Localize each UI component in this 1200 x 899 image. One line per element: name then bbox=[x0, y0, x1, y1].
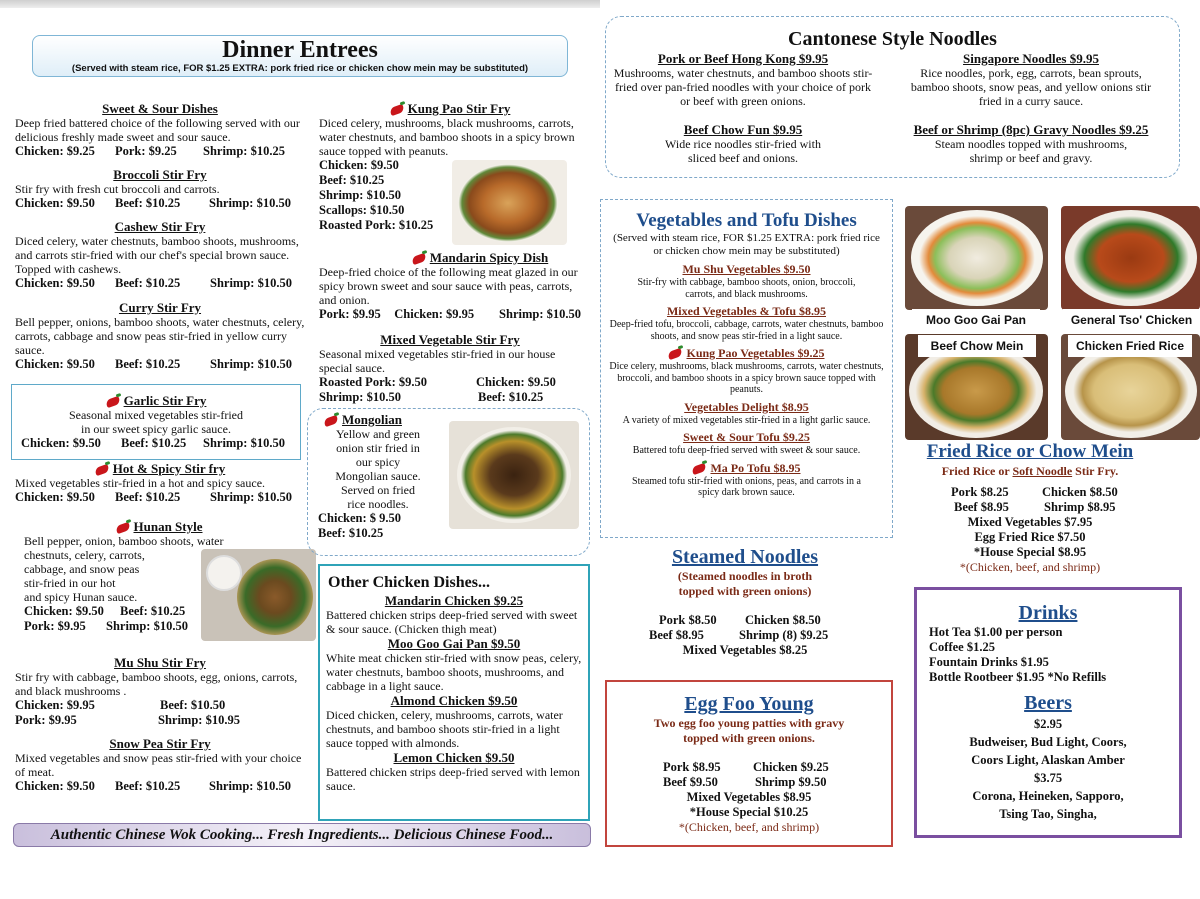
fried-rice-section bbox=[915, 440, 1145, 574]
price: Shrimp $9.50 bbox=[755, 775, 827, 789]
general-tso-photo bbox=[1061, 206, 1200, 310]
garlic-desc-2: in our sweet spicy garlic sauce. bbox=[81, 422, 231, 436]
price: Chicken: $9.50 bbox=[319, 158, 399, 172]
mongolian-desc-3: our spicy bbox=[355, 455, 401, 469]
price: Beef $8.95 bbox=[954, 500, 1009, 514]
sweet-sour-tofu-desc: Battered tofu deep-fried served with sweet & sour sauce. bbox=[632, 445, 861, 456]
price: Beef: $10.25 bbox=[115, 357, 181, 371]
hunan-desc-1: Bell pepper, onion, bamboo shoots, water bbox=[24, 534, 224, 548]
price: Pork: $9.95 bbox=[24, 619, 86, 633]
curry-desc: Bell pepper, onions, bamboo shoots, water chestnuts, celery, carrots, cabbage and snow peas stir-fried in yellow curry sauce. bbox=[15, 315, 305, 357]
almond-chicken-desc: Diced chicken, celery, mushrooms, carrots, water chestnuts, and bamboo shoots stir-fried in a light sauce topped with almonds. bbox=[326, 708, 563, 750]
kungpao-plate bbox=[458, 164, 558, 242]
drinks-beers-box bbox=[914, 587, 1182, 838]
other-chicken-title: Other Chicken Dishes... bbox=[328, 574, 490, 591]
price: Chicken: $ 9.50 bbox=[318, 511, 401, 525]
footer-banner bbox=[13, 823, 591, 847]
price: Mixed Vegetables $8.25 bbox=[682, 643, 808, 657]
mandarin-spicy-desc: Deep-fried choice of the following meat glazed in our spicy brown sweet and sour sauce with peas, carrots, and onion. bbox=[319, 265, 578, 307]
price: Chicken: $9.50 bbox=[24, 604, 104, 618]
mapo-tofu-title bbox=[607, 461, 886, 476]
price: *House Special $8.95 bbox=[973, 545, 1087, 559]
subtitle-part: Soft Noodle bbox=[1012, 464, 1073, 478]
hong-kong-desc: Mushrooms, water chestnuts, and bamboo shoots stir-fried over pan-fried noodles with your choice of pork or beef with green onions. bbox=[613, 66, 873, 108]
mandarin-chicken-title: Mandarin Chicken $9.25 bbox=[384, 593, 524, 608]
dinner-title: Dinner Entrees bbox=[222, 37, 378, 63]
mushu-title: Mu Shu Stir Fry bbox=[114, 655, 206, 670]
price: Roasted Pork: $9.50 bbox=[319, 375, 427, 389]
hunan-title-text: Hunan Style bbox=[133, 519, 203, 534]
mongolian-title bbox=[318, 412, 438, 427]
cashew-title: Cashew Stir Fry bbox=[114, 219, 206, 234]
chili-pepper-icon bbox=[115, 522, 131, 534]
broccoli-section bbox=[15, 167, 305, 211]
mongolian-box bbox=[307, 408, 590, 556]
drink-item bbox=[929, 625, 1179, 640]
price: Egg Fried Rice $7.50 bbox=[974, 530, 1086, 544]
singapore-desc: Rice noodles, pork, egg, carrots, bean sprouts, bamboo shoots, snow peas, and yellow onions stir fried in a curry sauce. bbox=[910, 66, 1152, 108]
steamed-desc-2: topped with green onions) bbox=[678, 584, 812, 598]
veg-tofu-box bbox=[600, 199, 893, 538]
price: Beef: $10.25 bbox=[318, 526, 384, 540]
steamed-title: Steamed Noodles bbox=[671, 546, 819, 568]
mandarin-spicy-title bbox=[319, 250, 581, 265]
price: Chicken: $9.95 bbox=[394, 307, 475, 321]
mushu-veg-desc: Stir-fry with cabbage, bamboo shoots, onion, broccoli, carrots, and black mushrooms. bbox=[637, 277, 856, 300]
mongolian-desc-6: rice noodles. bbox=[347, 497, 409, 511]
kungpao-veg-title-text: Kung Pao Vegetables $9.25 bbox=[686, 346, 825, 360]
price: Shrimp $8.95 bbox=[1044, 500, 1116, 514]
price: Pork $8.50 bbox=[659, 613, 717, 627]
lemon-chicken-desc: Battered chicken strips deep-fried served with lemon sauce. bbox=[326, 765, 580, 793]
price: Beef: $10.50 bbox=[160, 698, 226, 712]
eggfoo-note: *(Chicken, beef, and shrimp) bbox=[678, 820, 820, 834]
drink-item bbox=[929, 670, 1179, 685]
egg-foo-young-box bbox=[605, 680, 893, 847]
general-tso-caption: General Tso' Chicken bbox=[1063, 309, 1200, 331]
price: Beef: $10.25 bbox=[120, 604, 186, 618]
mixed-veg-section bbox=[319, 332, 581, 405]
price: *House Special $10.25 bbox=[689, 805, 809, 819]
mongolian-title-text: Mongolian bbox=[342, 412, 402, 427]
beef-chow-mein-caption: Beef Chow Mein bbox=[918, 335, 1036, 357]
price: Pork $8.95 bbox=[663, 760, 721, 774]
eggfoo-desc-2: topped with green onions. bbox=[683, 731, 815, 745]
mushu-veg-title: Mu Shu Vegetables $9.50 bbox=[682, 262, 811, 276]
kungpao-veg-title bbox=[607, 346, 886, 361]
price: Beef: $10.25 bbox=[319, 173, 385, 187]
eggfoo-desc-1: Two egg foo young patties with gravy bbox=[653, 716, 845, 730]
mandarin-spicy-section bbox=[319, 250, 581, 322]
moo-goo-gai-pan-photo bbox=[905, 206, 1048, 310]
steamed-desc-1: (Steamed noodles in broth bbox=[677, 569, 813, 583]
mushu-section bbox=[15, 655, 305, 728]
mushu-desc: Stir fry with cabbage, bamboo shoots, egg, onions, carrots, and black mushrooms . bbox=[15, 670, 298, 698]
price: Pork $8.25 bbox=[951, 485, 1009, 499]
mongolian-desc-4: Mongolian sauce. bbox=[335, 469, 421, 483]
mongolian-desc-5: Served on fried bbox=[341, 483, 415, 497]
price: Chicken: $9.50 bbox=[15, 276, 95, 290]
drink-text: Coffee $1.25 bbox=[929, 640, 995, 654]
price: Beef: $10.25 bbox=[115, 276, 181, 290]
curry-section bbox=[15, 300, 305, 372]
garlic-desc-1: Seasonal mixed vegetables stir-fried bbox=[68, 408, 244, 422]
price: Beef: $10.25 bbox=[121, 436, 187, 450]
sweet-sour-title: Sweet & Sour Dishes bbox=[102, 101, 218, 116]
general-tso-plate bbox=[1065, 210, 1197, 306]
hunan-desc-3: cabbage, and snow peas bbox=[24, 562, 140, 576]
steamed-noodles-section bbox=[605, 545, 885, 658]
fried-rice-subtitle bbox=[915, 464, 1145, 479]
beer-list: Corona, Heineken, Sapporo, bbox=[972, 789, 1124, 803]
price: Shrimp: $10.50 bbox=[106, 619, 188, 633]
kungpao-title-text: Kung Pao Stir Fry bbox=[407, 101, 511, 116]
beer-price: $2.95 bbox=[1033, 717, 1063, 731]
garlic-title bbox=[12, 393, 300, 408]
sweet-sour-tofu-title: Sweet & Sour Tofu $9.25 bbox=[683, 430, 810, 444]
moo-goo-caption: Moo Goo Gai Pan bbox=[912, 309, 1040, 331]
footer-text: Authentic Chinese Wok Cooking... Fresh Ingredients... Delicious Chinese Food... bbox=[50, 827, 554, 843]
moo-goo-gai-pan-title: Moo Goo Gai Pan $9.50 bbox=[387, 636, 521, 651]
fried-rice-title: Fried Rice or Chow Mein bbox=[926, 441, 1134, 462]
veg-delight-desc: A variety of mixed vegetables stir-fried in a light garlic sauce. bbox=[622, 414, 871, 426]
price: Pork: $9.25 bbox=[115, 144, 177, 158]
singapore-title: Singapore Noodles $9.95 bbox=[963, 51, 1099, 66]
price: Chicken $9.25 bbox=[753, 760, 829, 774]
price: Shrimp: $10.50 bbox=[499, 307, 581, 321]
lemon-chicken-title: Lemon Chicken $9.50 bbox=[393, 750, 515, 765]
chili-pepper-icon bbox=[668, 348, 684, 360]
chili-pepper-icon bbox=[389, 104, 405, 116]
beef-chow-fun-title: Beef Chow Fun $9.95 bbox=[683, 122, 803, 137]
broccoli-title: Broccoli Stir Fry bbox=[113, 167, 207, 182]
fried-rice-note: *(Chicken, beef, and shrimp) bbox=[959, 560, 1101, 574]
eggfoo-title: Egg Foo Young bbox=[684, 693, 814, 715]
kungpao-veg-desc: Dice celery, mushrooms, black mushrooms, carrots, water chestnuts, broccoli, and bamboo shoots in a spicy brown sauce topped with peanuts. bbox=[609, 361, 884, 395]
mandarin-spicy-title-text: Mandarin Spicy Dish bbox=[429, 250, 549, 265]
price: Chicken: $9.25 bbox=[15, 144, 95, 158]
gravy-noodles-title: Beef or Shrimp (8pc) Gravy Noodles $9.25 bbox=[913, 122, 1149, 137]
price: Chicken $8.50 bbox=[1042, 485, 1118, 499]
hunan-dish-photo bbox=[201, 549, 316, 641]
hot-spicy-desc: Mixed vegetables stir-fried in a hot and spicy sauce. bbox=[15, 476, 266, 490]
rice-bowl bbox=[206, 555, 242, 591]
fried-rice-plate bbox=[1065, 344, 1197, 438]
price: Beef $8.95 bbox=[649, 628, 704, 642]
mixed-veg-title: Mixed Vegetable Stir Fry bbox=[380, 332, 520, 347]
cashew-desc: Diced celery, water chestnuts, bamboo shoots, mushrooms, and carrots stir-fried with our chef's special brown sauce. Topped with cashews. bbox=[15, 234, 299, 276]
mapo-tofu-desc: Steamed tofu stir-fried with onions, peas, and carrots in a spicy dark brown sauce. bbox=[632, 475, 861, 498]
cantonese-title: Cantonese Style Noodles bbox=[788, 28, 997, 50]
other-chicken-box bbox=[318, 564, 590, 821]
price: Beef: $10.25 bbox=[478, 390, 544, 404]
price: Scallops: $10.50 bbox=[319, 203, 405, 217]
veg-tofu-mixed-title: Mixed Vegetables & Tofu $8.95 bbox=[666, 304, 826, 318]
garlic-title-text: Garlic Stir Fry bbox=[123, 393, 207, 408]
price: Mixed Vegetables $8.95 bbox=[686, 790, 812, 804]
hot-spicy-section bbox=[15, 461, 305, 505]
dinner-header bbox=[32, 35, 568, 77]
cashew-section bbox=[15, 219, 305, 291]
garlic-box bbox=[11, 384, 301, 460]
chili-pepper-icon bbox=[94, 464, 110, 476]
snowpea-title: Snow Pea Stir Fry bbox=[109, 736, 211, 751]
price: Pork: $9.95 bbox=[319, 307, 381, 321]
mongolian-plate bbox=[457, 427, 571, 523]
price: Chicken: $9.50 bbox=[21, 436, 101, 450]
beers-title: Beers bbox=[1024, 692, 1072, 714]
hong-kong-title: Pork or Beef Hong Kong $9.95 bbox=[657, 51, 829, 66]
price: Shrimp: $10.50 bbox=[319, 390, 401, 404]
beer-list: Budweiser, Bud Light, Coors, bbox=[969, 735, 1127, 749]
chili-pepper-icon bbox=[323, 415, 339, 427]
price: Shrimp: $10.50 bbox=[203, 436, 285, 450]
price: Chicken: $9.50 bbox=[476, 375, 556, 389]
veg-tofu-title: Vegetables and Tofu Dishes bbox=[636, 210, 857, 231]
drinks-title: Drinks bbox=[1018, 602, 1078, 624]
chicken-fried-rice-caption: Chicken Fried Rice bbox=[1068, 335, 1192, 357]
kungpao-title bbox=[319, 101, 581, 116]
drink-item bbox=[929, 640, 1179, 655]
mandarin-chicken-desc: Battered chicken strips deep-fried served with sweet & sour sauce. (Chicken thigh meat) bbox=[326, 608, 578, 636]
price: Beef: $10.25 bbox=[115, 490, 181, 504]
gravy-noodles-desc: Steam noodles topped with mushrooms, shrimp or beef and gravy. bbox=[934, 137, 1128, 165]
subtitle-part: Fried Rice or bbox=[941, 464, 1013, 478]
broccoli-desc: Stir fry with fresh cut broccoli and carrots. bbox=[15, 182, 220, 196]
price: Shrimp (8) $9.25 bbox=[739, 628, 829, 642]
moo-goo-gai-pan-desc: White meat chicken stir-fried with snow peas, celery, water chestnuts, bamboo shoots, mushrooms, and cabbage in a light sauce. bbox=[326, 651, 582, 693]
chili-pepper-icon bbox=[692, 463, 708, 475]
hot-spicy-title bbox=[15, 461, 305, 476]
hunan-desc-2: chestnuts, celery, carrots, bbox=[24, 548, 145, 562]
price: Chicken: $9.95 bbox=[15, 698, 95, 712]
almond-chicken-title: Almond Chicken $9.50 bbox=[390, 693, 518, 708]
price: Shrimp: $10.50 bbox=[210, 276, 292, 290]
price: Roasted Pork: $10.25 bbox=[319, 218, 434, 232]
beer-price: $3.75 bbox=[1033, 771, 1063, 785]
mixed-veg-desc: Seasonal mixed vegetables stir-fried in our house special sauce. bbox=[319, 347, 556, 375]
price: Shrimp: $10.50 bbox=[319, 188, 401, 202]
mongolian-desc-2: onion stir fried in bbox=[336, 441, 420, 455]
price: Chicken: $9.50 bbox=[15, 357, 95, 371]
price: Beef: $10.25 bbox=[115, 196, 181, 210]
mapo-tofu-title-text: Ma Po Tofu $8.95 bbox=[710, 460, 801, 475]
beef-chow-fun-desc: Wide rice noodles stir-fried with sliced beef and onions. bbox=[665, 137, 821, 165]
hunan-plate bbox=[237, 559, 313, 635]
hunan-desc-4: stir-fried in our hot bbox=[24, 576, 116, 590]
price: Shrimp: $10.50 bbox=[210, 490, 292, 504]
price: Chicken: $9.50 bbox=[15, 196, 95, 210]
chili-pepper-icon bbox=[411, 253, 427, 265]
price: Pork: $9.95 bbox=[15, 713, 77, 727]
subtitle-part: Stir Fry. bbox=[1072, 464, 1119, 478]
hunan-desc-5: and spicy Hunan sauce. bbox=[24, 590, 138, 604]
curry-title: Curry Stir Fry bbox=[118, 300, 202, 315]
price: Shrimp: $10.50 bbox=[210, 357, 292, 371]
cantonese-box bbox=[605, 16, 1180, 178]
price: Shrimp: $10.25 bbox=[203, 144, 285, 158]
sweet-sour-section bbox=[15, 101, 305, 159]
price: Chicken $8.50 bbox=[745, 613, 821, 627]
hunan-title bbox=[24, 519, 294, 534]
snowpea-desc: Mixed vegetables and snow peas stir-fried with your choice of meat. bbox=[15, 751, 302, 779]
price: Mixed Vegetables $7.95 bbox=[967, 515, 1093, 529]
price: Shrimp: $10.95 bbox=[158, 713, 240, 727]
chow-mein-plate bbox=[909, 344, 1043, 438]
price: Shrimp: $10.50 bbox=[209, 779, 291, 793]
sweet-sour-desc: Deep fried battered choice of the following served with our delicious freshly made sweet and sour sauce. bbox=[15, 116, 300, 144]
mongolian-desc-1: Yellow and green bbox=[335, 427, 421, 441]
drink-item bbox=[929, 655, 1179, 670]
hot-spicy-title-text: Hot & Spicy Stir fry bbox=[112, 461, 226, 476]
dinner-subtitle: (Served with steam rice, FOR $1.25 EXTRA: pork fried rice or chicken chow mein may be substituted) bbox=[71, 63, 529, 74]
veg-tofu-subtitle: (Served with steam rice, FOR $1.25 EXTRA: pork fried rice or chicken chow mein may be substituted) bbox=[613, 232, 880, 257]
snowpea-section bbox=[15, 736, 305, 794]
beer-list: Tsing Tao, Singha, bbox=[999, 807, 1097, 821]
moo-goo-plate bbox=[911, 210, 1043, 306]
veg-tofu-mixed-desc: Deep-fried tofu, broccoli, cabbage, carrots, water chestnuts, bamboo shoots, and snow peas stir-fried in a light sauce. bbox=[609, 319, 884, 342]
veg-delight-title: Vegetables Delight $8.95 bbox=[684, 399, 809, 414]
price: Shrimp: $10.50 bbox=[209, 196, 291, 210]
page-top-edge bbox=[0, 0, 600, 8]
kungpao-photo bbox=[452, 160, 567, 245]
price: Beef: $10.25 bbox=[115, 779, 181, 793]
price: Beef $9.50 bbox=[663, 775, 718, 789]
drink-text: Hot Tea $1.00 per person bbox=[929, 625, 1063, 639]
price: Chicken: $9.50 bbox=[15, 490, 95, 504]
beer-list: Coors Light, Alaskan Amber bbox=[971, 753, 1125, 767]
chili-pepper-icon bbox=[105, 396, 121, 408]
drink-text: Fountain Drinks $1.95 bbox=[929, 655, 1049, 669]
mongolian-photo bbox=[449, 421, 579, 529]
kungpao-desc: Diced celery, mushrooms, black mushrooms, carrots, water chestnuts, and bamboo shoots in a spicy brown sauce topped with peanuts. bbox=[319, 116, 575, 158]
drink-text: Bottle Rootbeer $1.95 *No Refills bbox=[929, 670, 1107, 684]
price: Chicken: $9.50 bbox=[15, 779, 95, 793]
